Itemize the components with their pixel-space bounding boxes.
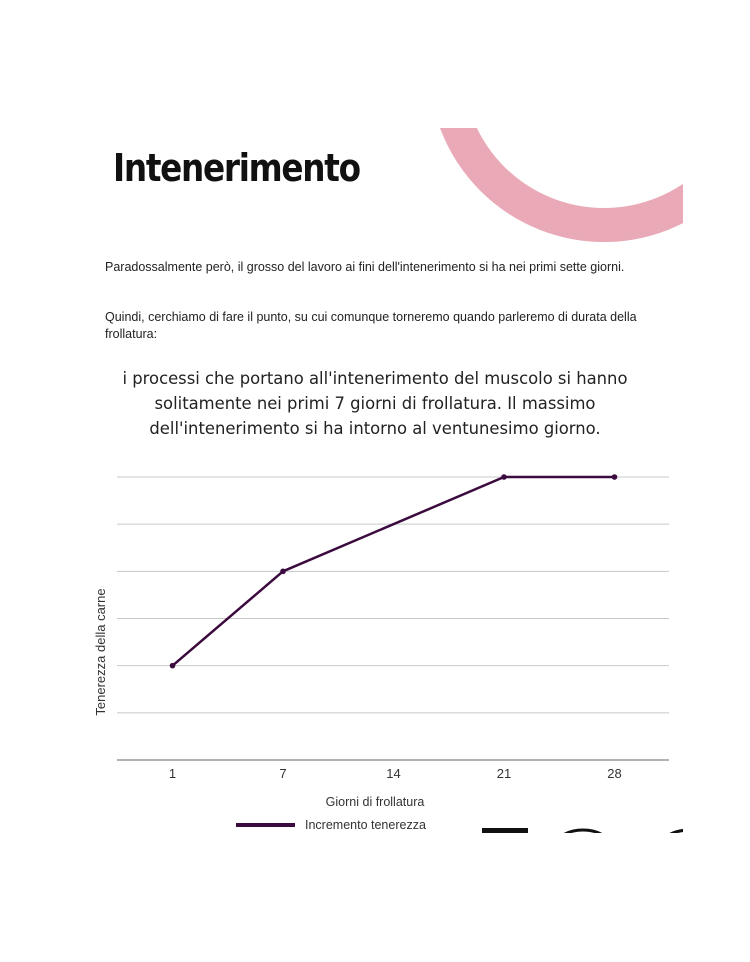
- legend-label: Incremento tenerezza: [305, 818, 426, 832]
- x-tick-label: 1: [168, 766, 177, 781]
- x-tick-label: 7: [279, 766, 287, 781]
- x-tick-label: 28: [607, 766, 622, 781]
- x-tick-label: 14: [386, 766, 401, 781]
- black-ring-shape: [658, 830, 722, 870]
- y-axis-label: Tenerezza della carne: [93, 588, 108, 716]
- highlight-quote: i processi che portano all'intenerimento del muscolo si hanno solitamente nei primi 7 giorni di frollatura. Il massimo dell'intenerimento si ha intorno al ventunesimo giorno.: [122, 369, 628, 438]
- x-tick-label: 21: [496, 766, 512, 781]
- page-title: Intenerimento: [113, 146, 360, 190]
- black-ring-shape: [553, 830, 613, 870]
- x-axis-label: Giorni di frollatura: [325, 795, 425, 809]
- body-paragraph: Paradossalmente però, il grosso del lavoro ai fini dell'intenerimento si ha nei primi sette giorni.: [105, 260, 625, 274]
- body-paragraph: Quindi, cerchiamo di fare il punto, su cui comunque torneremo quando parleremo di durata della frollatura:: [105, 310, 637, 341]
- black-bar-shape: [482, 828, 528, 838]
